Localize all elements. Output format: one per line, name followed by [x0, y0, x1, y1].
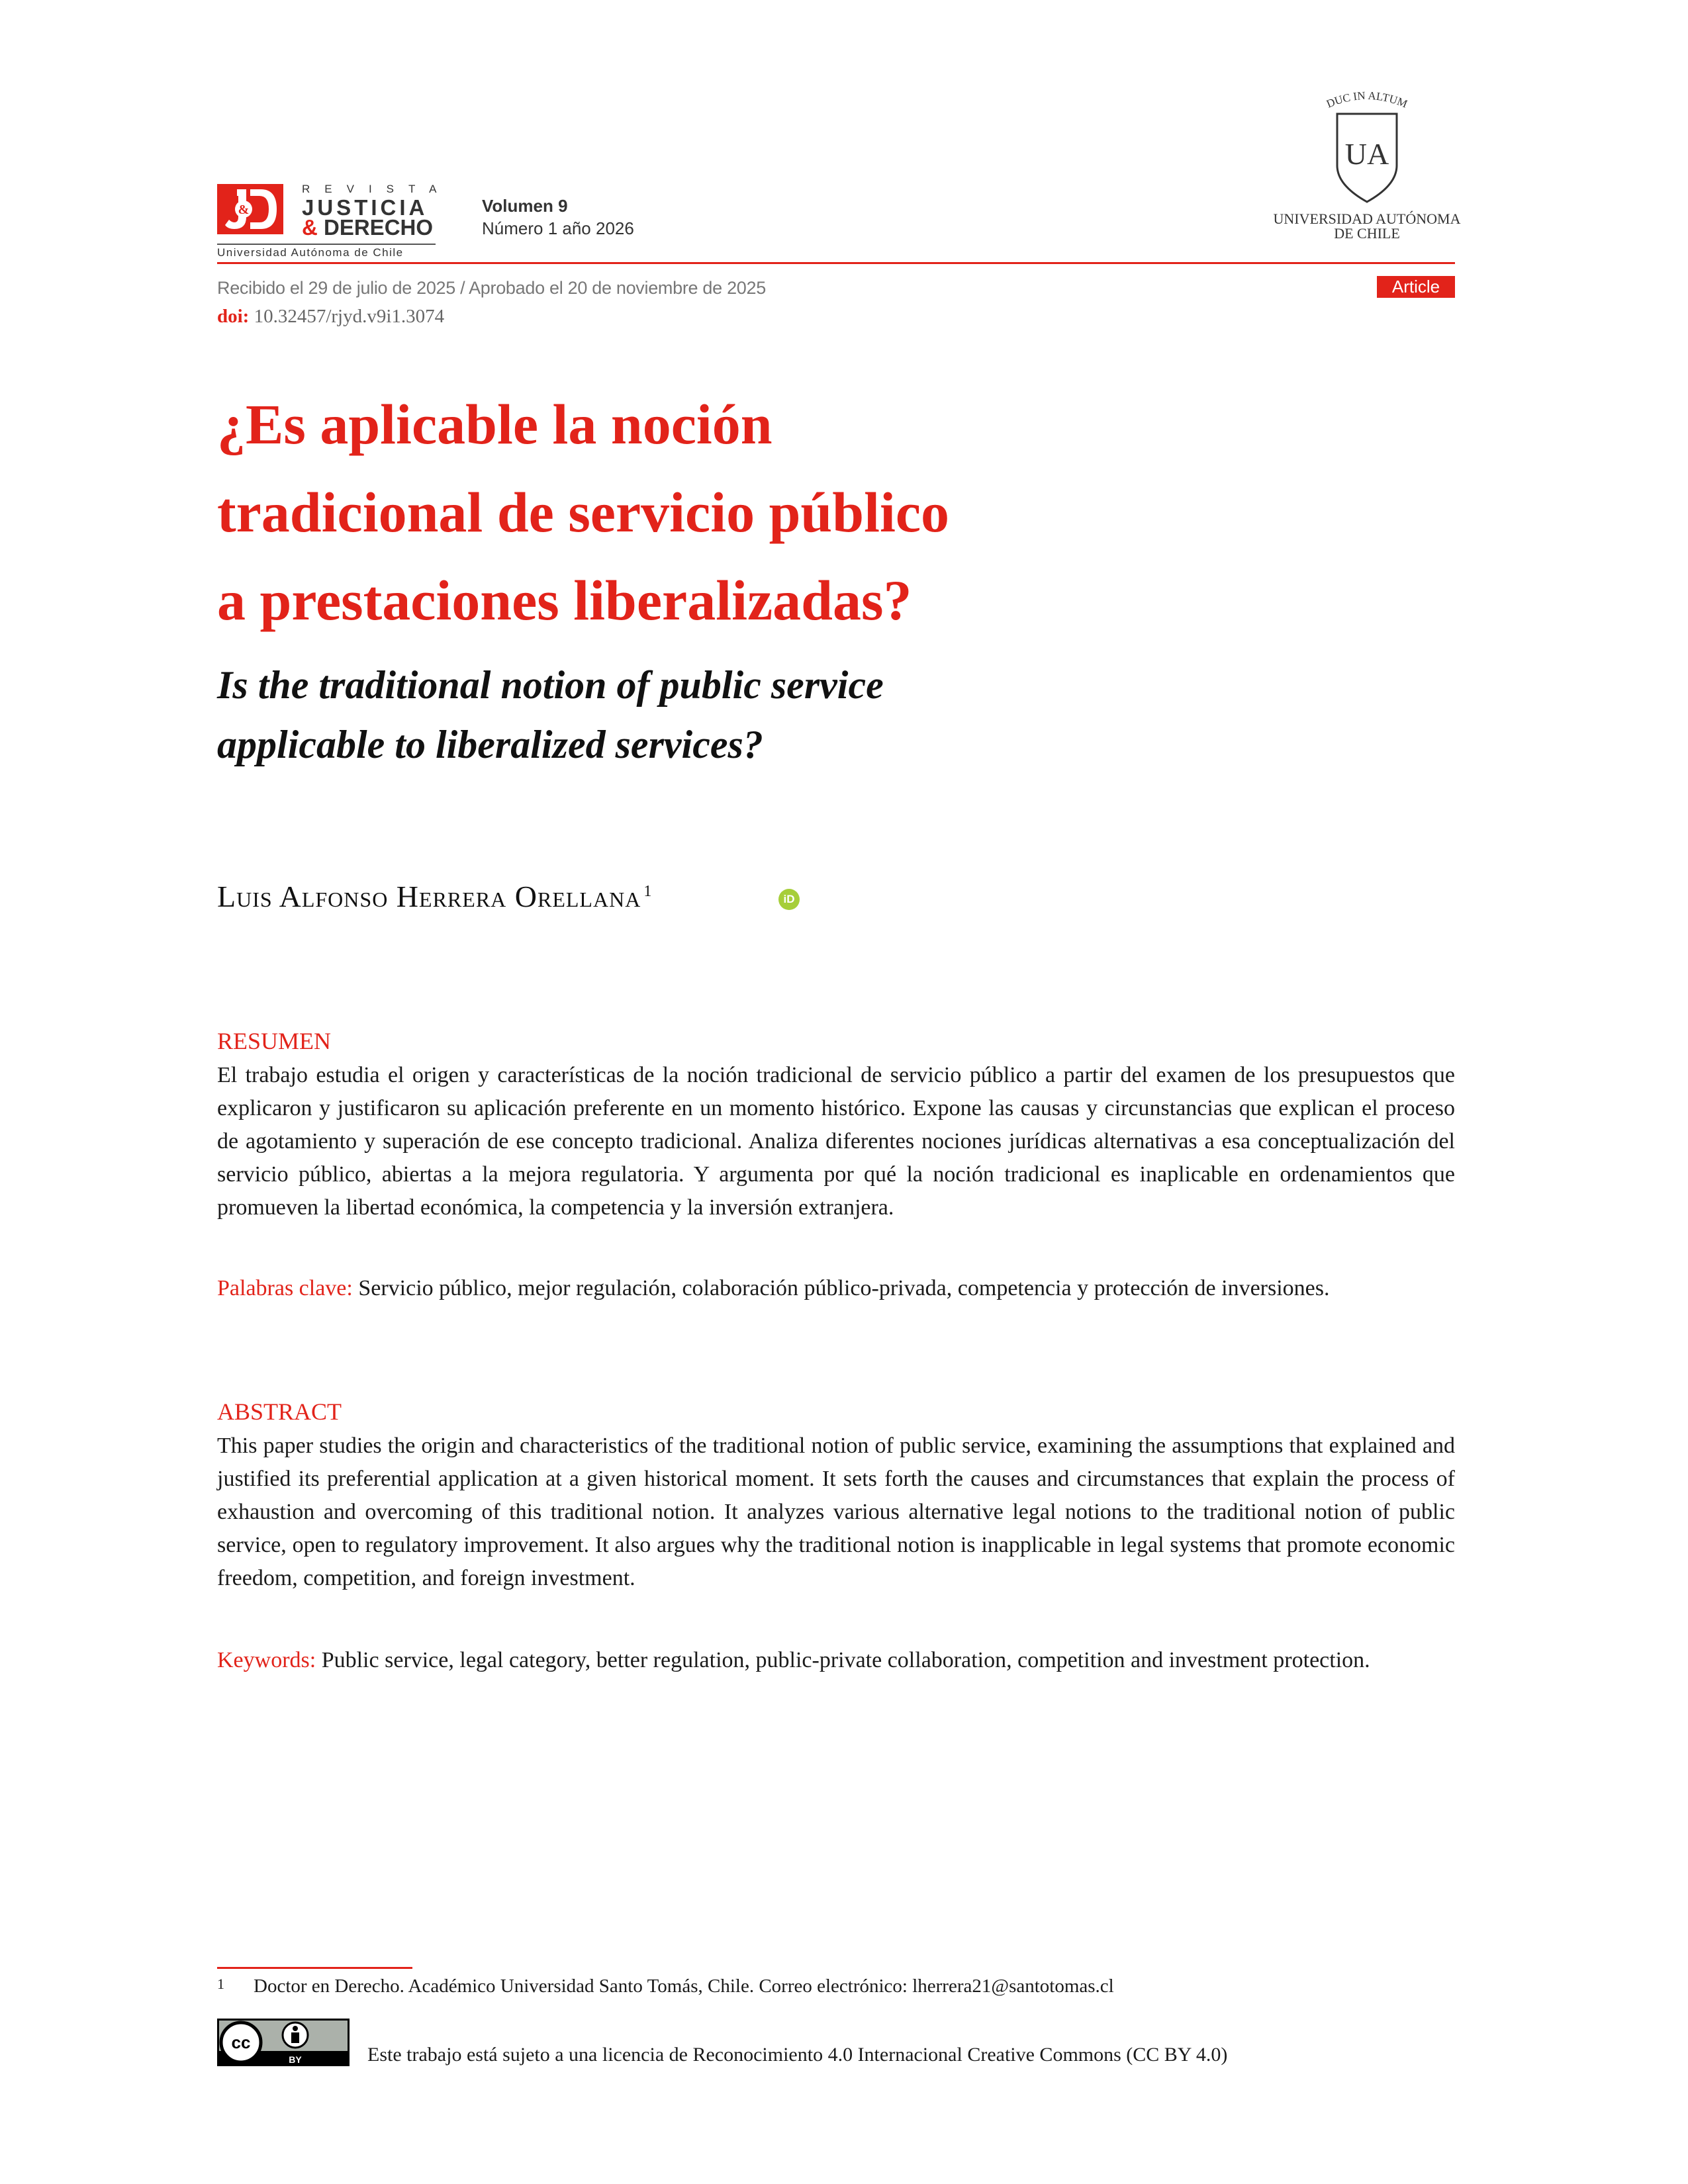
- author-footnote-mark[interactable]: 1: [643, 883, 653, 900]
- palabras-clave-label: Palabras clave:: [217, 1276, 353, 1300]
- keywords-label: Keywords:: [217, 1648, 316, 1672]
- footnote-mark: 1: [217, 1976, 224, 1992]
- author-name-text: Luis Alfonso Herrera Orellana: [217, 880, 641, 913]
- journal-logo-derecho-word: DERECHO: [317, 215, 434, 240]
- doi-label: doi:: [217, 306, 250, 327]
- svg-text:&: &: [238, 203, 250, 217]
- abstract-heading: ABSTRACT: [217, 1398, 342, 1425]
- palabras-clave-values: Servicio público, mejor regulación, colaboración público-privada, competencia y protección de inversiones.: [352, 1276, 1330, 1300]
- title-line: a prestaciones liberalizadas?: [217, 569, 912, 632]
- jd-monogram-icon: [217, 184, 283, 234]
- article-title: [217, 381, 1276, 645]
- journal-logo-ampersand: &: [302, 215, 318, 240]
- keywords-values: Public service, legal category, better regulation, public-private collaboration, competition and investment protection.: [316, 1648, 1370, 1672]
- title-line: tradicional de servicio público: [217, 480, 950, 544]
- journal-logo-revista: REVISTA: [302, 183, 451, 195]
- subtitle-line: Is the traditional notion of public service: [217, 663, 884, 707]
- university-motto: DUC IN ALTUM: [1325, 89, 1409, 111]
- svg-text:DUC IN ALTUM: [1325, 89, 1409, 111]
- logo-divider: [217, 244, 436, 245]
- license-text: Este trabajo está sujeto a una licencia de Reconocimiento 4.0 Internacional Creative Commons (CC BY 4.0): [367, 2044, 1228, 2066]
- article-type-badge: Article: [1377, 276, 1455, 298]
- abstract-text: This paper studies the origin and characteristics of the traditional notion of public service, examining the assumptions that explained and justified its preferential application at a given historical moment. It sets forth the causes and circumstances that explain the process of exhaustion and overcoming of this traditional notion. It analyzes various alternative legal notions to the traditional notion of public service, open to regulatory improvement. It also argues why the traditional notion is inapplicable in legal systems that promote economic freedom, competition, and foreign investment.: [217, 1433, 1455, 1590]
- author-name: [217, 879, 652, 914]
- orcid-icon[interactable]: iD: [778, 889, 800, 910]
- journal-logo-mark: [217, 184, 283, 234]
- university-name-line2: DE CHILE: [1334, 225, 1400, 242]
- cc-by-license-badge[interactable]: [217, 2019, 350, 2066]
- resumen-text: El trabajo estudia el origen y características de la noción tradicional de servicio público a partir del examen de los presupuestos que explicaron y justificaron su aplicación preferente en un momento histórico. Expone las causas y circunstancias que explican el proceso de agotamiento y superación de ese concepto tradicional. Analiza diferentes nociones jurídicas alternativas a esa conceptualización del servicio público, abiertas a la mejora regulatoria. Y argumenta por qué la noción tradicional es inaplicable en ordenamientos que promueven la libertad económica, la competencia y la inversión extranjera.: [217, 1063, 1455, 1220]
- university-name-line1: UNIVERSIDAD AUTÓNOMA: [1273, 210, 1461, 227]
- header-rule: [217, 262, 1455, 264]
- doi: [217, 306, 444, 328]
- footnote-rule: [217, 1967, 412, 1969]
- journal-logo-derecho: [302, 216, 433, 240]
- received-approved-dates: Recibido el 29 de julio de 2025 / Aprobado el 20 de noviembre de 2025: [217, 278, 766, 298]
- palabras-clave: [217, 1272, 1455, 1305]
- issue-label: Número 1 año 2026: [482, 218, 634, 238]
- article-subtitle-english: [217, 655, 1276, 774]
- subtitle-line: applicable to liberalized services?: [217, 723, 763, 766]
- journal-logo-university: Universidad Autónoma de Chile: [217, 246, 404, 259]
- footnote-text: Doctor en Derecho. Académico Universidad Santo Tomás, Chile. Correo electrónico: lherrera21@santotomas.cl: [254, 1976, 1114, 1997]
- volume-label: Volumen 9: [482, 196, 568, 216]
- keywords: [217, 1644, 1455, 1677]
- university-name: [1258, 212, 1476, 241]
- journal-logo-justicia: JUSTICIA: [302, 195, 428, 220]
- by-label: BY: [289, 2054, 302, 2065]
- doi-link[interactable]: 10.32457/rjyd.v9i1.3074: [249, 306, 445, 327]
- resumen-heading: RESUMEN: [217, 1028, 332, 1054]
- university-crest-icon: [1301, 86, 1433, 218]
- title-line: ¿Es aplicable la noción: [217, 392, 773, 456]
- cc-icon-label: cc: [231, 2032, 251, 2052]
- university-initials: UA: [1344, 137, 1389, 171]
- footnote: [217, 1976, 1114, 1997]
